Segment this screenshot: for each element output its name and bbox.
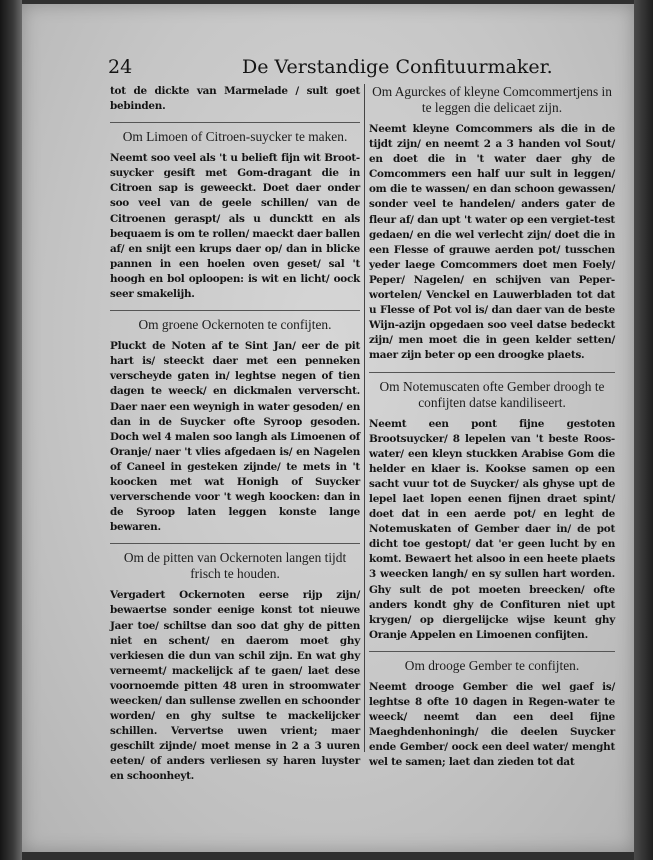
recipe-heading: Om groene Ockernoten te confijten. bbox=[138, 317, 332, 333]
column-divider bbox=[364, 84, 365, 752]
recipe-heading: Om Limoen of Citroen-suycker te maken. bbox=[122, 129, 348, 145]
section-rule bbox=[369, 372, 615, 373]
recipe-groene-ockernoten bbox=[110, 317, 360, 535]
section-rule bbox=[110, 543, 360, 544]
page-header bbox=[88, 56, 553, 80]
recipe-text: Neemt droogе Gember die wel gaef is/ leghtse 8 ofte 10 dagen in Regen-water te weeck/ neemt dan een deel fijne Maeghdenhoningh/ die deelen Suycker ende Gember/ oock een deel water/ menght wel te samen; laet dan zieden tot dat bbox=[369, 680, 615, 769]
recipe-agurckes bbox=[369, 84, 615, 364]
recipe-text: tot de dickte van Marmelade / sult goet bebinden. bbox=[110, 85, 360, 113]
recipe-notemuscaten bbox=[369, 379, 615, 643]
right-column bbox=[369, 84, 615, 778]
recipe-text: Neemt soo veel als 't u belieft fijn wit Broot-suycker gesift met Gom-dragant die in Citroen sap is geweeckt. Doet daer onder soo veel van de geele schillen/ van de Citroenen geraspt/ als u duncktt en als bequaem is om te rollen/ maeckt daer ballen af/ en snijt een krups daer op/ dan in blicke pannen in een hoelen oven geset/ sal 't hoogh en bol oploopen: is wit en licht/ oock seer smakelijh. bbox=[110, 152, 360, 301]
recipe-heading: Om droogе Gember te confijten. bbox=[404, 657, 580, 673]
book-spine-shadow bbox=[0, 0, 22, 860]
recipe-text: Neemt een pont fijne gestoten Brootsuycker/ 8 lepelen van 't beste Roos-water/ een kleyn stuckken Arabise Gom die helder en klaer is. Kookse samen op een sacht vuur tot de Suycker/ als ghyse upt de lepel laet lopen eenen fijnen draet spint/ doet dat in een aerde pot/ en leght de Notemuskaten of Gember daer in/ de pot dicht toe gestopt/ dat 'er geen lucht by en komt. Bewaert het alsoo in een heete plaets 3 weecken langh/ en sy sullen hart worden. Ghy sult de pot moeten breecken/ ofte anders kondt ghy de Confituren niet upt krygen/ op diergelijcke wijse keunt ghy Oranje Appelen en Limoenen confijten. bbox=[369, 417, 615, 641]
recipe-text: Vergadert Ockernoten eerse rijp zijn/ bewaertse sonder eenige konst tot nieuwe Jaer toe/ schiltse dan soo dat ghy de pitten niet en schent/ en daerom moet ghy verkiesen die dun van schil zijn. En wat ghy verneemt/ mackelijck af te gaen/ laet dese voornoemde pitten 48 uren in stroomwater weecken/ dan sullense zwellen en schoonder worden/ en ghy sultse te mackelijcker schillen. Ververtse uwen vrient; maer geschilt zijnde/ moet mense in 2 a 3 uuren eeten/ of anders verliesen sy haren luyster en schoonheyt. bbox=[110, 589, 360, 783]
recipe-marmelade-end bbox=[110, 84, 360, 114]
recipe-pitten-ockernoten bbox=[110, 550, 360, 784]
section-rule bbox=[110, 310, 360, 311]
recipe-text: Neemt kleyne Comcommers als die in de tijdt zijn/ en neemt 2 a 3 handen vol Sout/ en doet die in 't water daer ghy de Comcommers een half uur sult in leggen/ om die te wassen/ en dan schoon gewassen/ sonder veel te handelen/ anders gater de fleur af/ dan upt 't water op een vergiet-test gedaen/ en die wel verlecht zijn/ doet die in een Flesse of grauwe aerden pot/ tusschen yeder laege Comcommers doet men Foely/ Peper/ Nagelen/ en schijven van Peper-wortelen/ Venckel en Lauwerbladen tot dat u Flesse of Pot vol is/ dan daer van de beste Wijn-azijn opgedaen soo veel datse bedeckt zijn/ men moet die in geen kelder setten/ maer zijn beter op een droogke plaets. bbox=[369, 123, 615, 362]
running-title: De Verstandige Confituurmaker. bbox=[242, 56, 553, 78]
left-column bbox=[110, 84, 360, 793]
section-rule bbox=[369, 651, 615, 652]
recipe-text: Pluckt de Noten af te Sint Jan/ eer de pit hart is/ steeckt daer met een penneken verscheyde gaten in/ leghtse negen of tien dagen te weeck/ en dickmalen ververscht. Daer naer een weynigh in water gesoden/ en dan in de Suycker ofte Syroop gesoden. Doch wel 4 malen soo langh als Limoenen of Oranje/ naer 't vlies afgedaen is/ en Nagelen of Caneel in gesteken zijnde/ te mets in 't koocken met wat Honigh of Suycker ververschende voor 't wegh koocken: dan in de Syroop laten leggen konste lange bewaren. bbox=[110, 340, 360, 534]
recipe-gember bbox=[369, 658, 615, 771]
recipe-heading: Om Notemuscaten ofte Gember droogh te confijten datse kandiliseert. bbox=[379, 378, 605, 410]
recipe-heading: Om de pitten van Ockernoten langen tijdt frisch te houden. bbox=[123, 550, 347, 582]
recipe-heading: Om Agurckes of kleyne Comcommertjens in te leggen die delicaet zijn. bbox=[372, 84, 612, 115]
recipe-limoen bbox=[110, 129, 360, 302]
page-number: 24 bbox=[108, 56, 133, 78]
page-edge-shadow bbox=[634, 0, 653, 860]
section-rule bbox=[110, 122, 360, 123]
